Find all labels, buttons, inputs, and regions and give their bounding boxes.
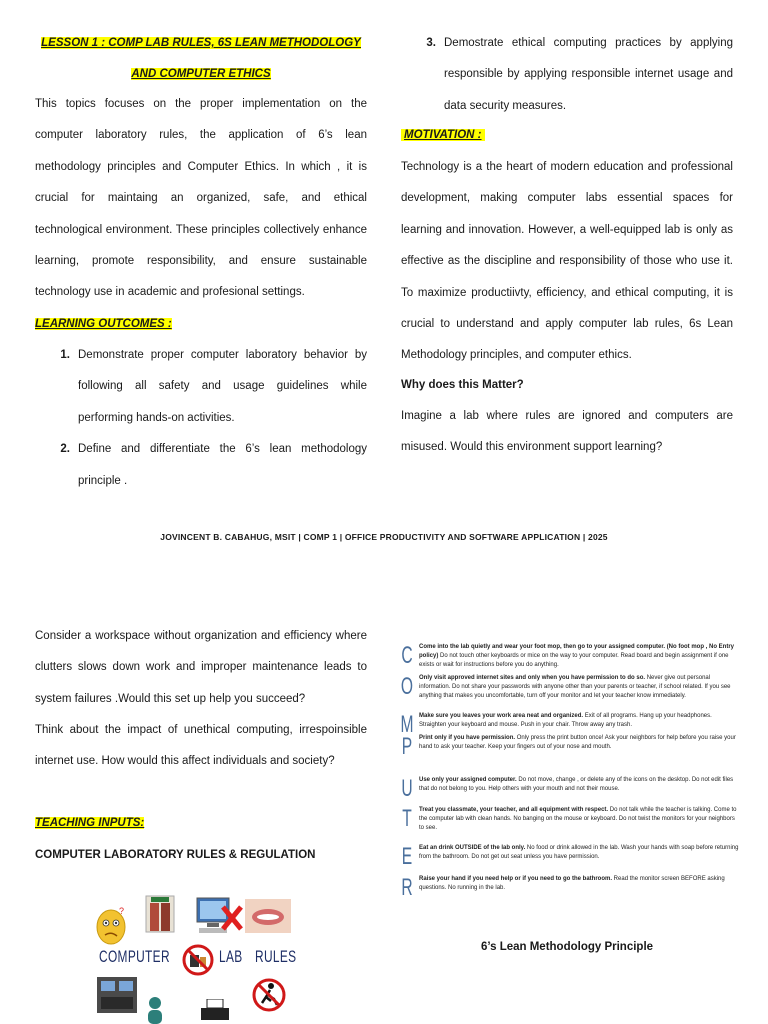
acrostic-rule (395, 734, 740, 776)
acrostic-rule-emphasis: Use only your assigned computer. (419, 777, 517, 783)
outcome-text: Define and differentiate the 6’s lean methodology principle . (78, 443, 367, 487)
no-running-icon (251, 977, 287, 1013)
acrostic-rule-emphasis: Come into the lab quietly and wear your foot mop, then go to your assigned computer. (No foot mop , No Entry policy) (419, 644, 735, 660)
acrostic-rule (395, 643, 740, 674)
computer-acrostic-rules (395, 643, 740, 901)
acrostic-letter: P (401, 733, 413, 760)
why-heading: Why does this Matter? (401, 379, 524, 391)
why-paragraph: Imagine a lab where rules are ignored and computers are misused. Would this environment support learning? (401, 410, 733, 454)
think-paragraph: Think about the impact of unethical computing, irrespoinsible internet use. How would this affect individuals and society? (35, 724, 367, 768)
teaching-heading-text: TEACHING INPUTS: (35, 817, 145, 829)
acrostic-letter: U (401, 775, 413, 802)
acrostic-letter: T (402, 805, 412, 832)
acrostic-letter: C (401, 642, 413, 669)
classroom-icon (97, 977, 137, 1013)
acrostic-rule-text (419, 643, 740, 671)
acrostic-letter: R (401, 874, 413, 901)
outcomes-list-continued (418, 28, 733, 122)
acrostic-rule-body: Only press the print button once! Ask your neighbors for help before you raise your hand to ask your teacher. Keep your fingers out of your nose and mouth. (419, 735, 736, 751)
outcome-number: 1. (60, 349, 70, 361)
motivation-heading-text: MOTIVATION : (401, 129, 485, 141)
acrostic-rule-emphasis: Raise your hand if you need help or if you need to go the bathroom. (419, 876, 613, 882)
lab-rules-poster (95, 895, 300, 1024)
outcome-number: 2. (60, 443, 70, 456)
outcome-number: 3. (426, 37, 436, 49)
motivation-heading (401, 120, 733, 151)
acrostic-rule (395, 776, 740, 806)
lesson-title (35, 28, 367, 91)
rules-heading: COMPUTER LABORATORY RULES & REGULATION (35, 849, 316, 861)
outcome-text: Demostrate ethical computing practices by applying responsible by applying responsible internet usage and data security measures. (444, 37, 733, 112)
no-food-icon (181, 943, 215, 977)
acrostic-rule-body: Do not move, change , or delete any of the icons on the desktop. Do not edit files that do not belong to you. Help others with your mouth and not their mouse. (419, 777, 734, 793)
acrostic-rule-body: No food or drink allowed in the lab. Wash your hands with soap before returning from the bathroom. Do not get out seat unless you have permission. (419, 845, 739, 861)
acrostic-rule-body: Read the monitor screen BEFORE asking questions. No running in the lab. (419, 876, 725, 892)
printer-icon (199, 999, 231, 1024)
outcomes-list (52, 340, 367, 497)
confused-face-icon (95, 905, 127, 947)
acrostic-letter: M (400, 711, 414, 738)
acrostic-rule-body: Do not touch other keyboards or mice on the way to your computer. Read board and begin assignment if one exists or wait for instructions before you do anything. (419, 653, 729, 669)
poster-word-rules: RULES (255, 947, 297, 966)
acrostic-rule-text (419, 806, 740, 834)
outcome-item (52, 434, 367, 497)
acrostic-rule-emphasis: Make sure you leaves your work area neat and organized. (419, 713, 584, 719)
acrostic-rule (395, 806, 740, 844)
outcome-item (52, 340, 367, 434)
acrostic-rule-emphasis: Only visit approved internet sites and only when you have permission to do so. (419, 675, 646, 681)
acrostic-rule-text (419, 844, 740, 862)
acrostic-rule (395, 674, 740, 712)
monitor-no-icon (195, 895, 245, 935)
acrostic-rule-emphasis: Eat an drink OUTSIDE of the lab only. (419, 845, 526, 851)
intro-paragraph: This topics focuses on the proper implementation on the computer laboratory rules, the application of 6’s lean methodology principles and Computer Ethics. In which , it is crucial for maintaing an organized, safe, and ethical technological environment. These principles collectively enhance learning, promote responsibility, and ensure sustainable technology use in academic and profesional settings. (35, 98, 367, 299)
acrostic-rule-text (419, 712, 740, 730)
lesson-title-line-2: AND COMPUTER ETHICS (131, 68, 271, 81)
acrostic-rule-text (419, 734, 740, 752)
consider-paragraph: Consider a workspace without organization and efficiency where clutters slows down work and improper maintenance leads to system failures .Would this set up help you succeed? (35, 630, 367, 705)
acrostic-rule-emphasis: Treat you classmate, your teacher, and all equipment with respect. (419, 807, 609, 813)
acrostic-rule-text (419, 875, 740, 893)
outcome-item (418, 28, 733, 122)
acrostic-rule-text (419, 674, 740, 702)
acrostic-rule-body: Exit of all programs. Hang up your headphones. Straighten your keyboard and mouse. Push in your chair. Throw away any trash. (419, 713, 712, 729)
exit-door-icon (145, 895, 175, 933)
acrostic-rule-body: Do not talk while the teacher is talking. Come to the computer lab with clean hands. No banging on the mouse or keyboard. Do not twist the monitors for your neighbors to see. (419, 807, 737, 832)
poster-word-lab: LAB (219, 947, 243, 966)
acrostic-rule (395, 875, 740, 901)
outcome-text: Demonstrate proper computer laboratory behavior by following all safety and usage guidelines while performing hands-on activities. (78, 349, 367, 424)
motivation-paragraph: Technology is a the heart of modern education and professional development, making computer labs essential spaces for learning and innovation. However, a well-equipped lab is only as effective as the discipline and responsibility of those who use it. To maximize productiivty, efficiency, and ethical computing, it is crucial to understand and apply computer lab rules, 6s Lean Methodology principles, and computer ethics. (401, 161, 733, 362)
lesson-title-line-1: LESSON 1 : COMP LAB RULES, 6S LEAN METHODOLOGY (41, 37, 361, 49)
page-footer: JOVINCENT B. CABAHUG, MSIT | COMP 1 | OFFICE PRODUCTIVITY AND SOFTWARE APPLICATION | 2025 (160, 532, 608, 542)
outcomes-heading-text: LEARNING OUTCOMES : (35, 318, 172, 330)
acrostic-letter: O (400, 673, 414, 700)
outcomes-heading (35, 309, 367, 340)
acrostic-rule (395, 844, 740, 875)
acrostic-letter: E (401, 843, 413, 870)
acrostic-rule-emphasis: Print only if you have permission. (419, 735, 516, 741)
svg-text:?: ? (119, 906, 125, 916)
poster-word-computer: COMPUTER (99, 947, 170, 966)
lean-methodology-heading: 6’s Lean Methodology Principle (480, 941, 654, 953)
mouth-icon (245, 899, 291, 933)
acrostic-rule-text (419, 776, 740, 794)
student-icon (145, 995, 165, 1024)
teaching-heading (35, 808, 367, 839)
acrostic-rule-body: Never give out personal information. Do not share your passwords with anyone other than your parents or teacher, if school related. If you see anything that makes you uncomfortable, turn off your monitor and let your teacher know immediately. (419, 675, 731, 700)
